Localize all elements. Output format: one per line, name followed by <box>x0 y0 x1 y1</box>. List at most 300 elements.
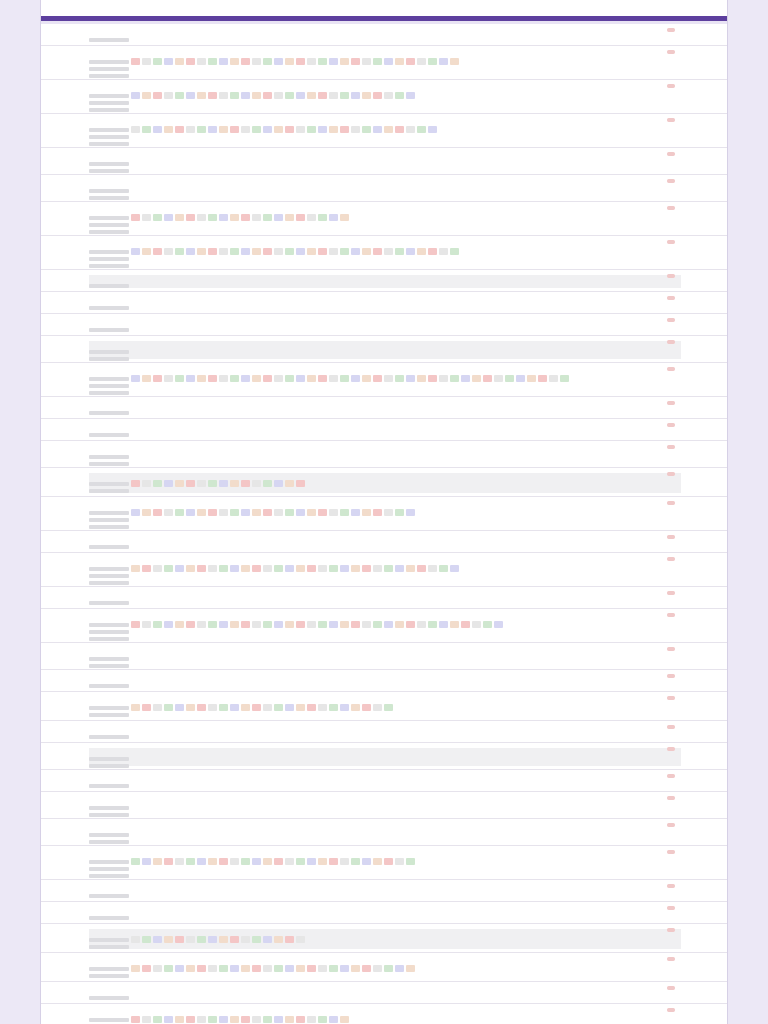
tag-chip[interactable] <box>351 58 360 65</box>
tag-chip[interactable] <box>208 126 217 133</box>
tag-chip[interactable] <box>318 565 327 572</box>
tag-chip[interactable] <box>340 621 349 628</box>
tag-chip[interactable] <box>274 375 283 382</box>
tag-chip[interactable] <box>175 480 184 487</box>
tag-chip[interactable] <box>417 248 426 255</box>
tag-chip[interactable] <box>384 704 393 711</box>
tag-chip[interactable] <box>329 248 338 255</box>
tag-chip[interactable] <box>274 58 283 65</box>
tag-chip[interactable] <box>263 92 272 99</box>
tag-chip[interactable] <box>208 375 217 382</box>
tag-chip[interactable] <box>329 214 338 221</box>
tag-chip[interactable] <box>230 565 239 572</box>
tag-chip[interactable] <box>175 858 184 865</box>
tag-chip[interactable] <box>296 936 305 943</box>
list-item[interactable] <box>41 721 727 743</box>
tag-chip[interactable] <box>230 1016 239 1023</box>
tag-chip[interactable] <box>131 965 140 972</box>
tag-chip[interactable] <box>417 375 426 382</box>
list-item[interactable] <box>41 363 727 397</box>
list-item[interactable] <box>41 148 727 175</box>
tag-chip[interactable] <box>417 621 426 628</box>
tag-chip[interactable] <box>340 126 349 133</box>
tag-chip[interactable] <box>208 621 217 628</box>
list-item[interactable] <box>41 1004 727 1024</box>
list-item[interactable] <box>41 770 727 792</box>
tag-chip[interactable] <box>395 621 404 628</box>
tag-chip[interactable] <box>142 92 151 99</box>
tag-chip[interactable] <box>373 858 382 865</box>
tag-chip[interactable] <box>340 58 349 65</box>
tag-chip[interactable] <box>175 248 184 255</box>
tag-chip[interactable] <box>406 509 415 516</box>
tag-chip[interactable] <box>153 858 162 865</box>
tag-chip[interactable] <box>450 248 459 255</box>
list-item[interactable] <box>41 441 727 468</box>
tag-chip[interactable] <box>373 621 382 628</box>
tag-chip[interactable] <box>142 509 151 516</box>
tag-chip[interactable] <box>230 858 239 865</box>
tag-chip[interactable] <box>318 58 327 65</box>
tag-chip[interactable] <box>395 565 404 572</box>
tag-chip[interactable] <box>142 565 151 572</box>
tag-chip[interactable] <box>131 936 140 943</box>
tag-chip[interactable] <box>131 1016 140 1023</box>
tag-chip[interactable] <box>252 214 261 221</box>
tag-chip[interactable] <box>197 858 206 865</box>
tag-chip[interactable] <box>252 92 261 99</box>
tag-chip[interactable] <box>186 375 195 382</box>
tag-chip[interactable] <box>296 858 305 865</box>
tag-chip[interactable] <box>274 126 283 133</box>
tag-chip[interactable] <box>527 375 536 382</box>
tag-chip[interactable] <box>274 1016 283 1023</box>
tag-chip[interactable] <box>241 965 250 972</box>
tag-chip[interactable] <box>318 704 327 711</box>
tag-chip[interactable] <box>131 704 140 711</box>
tag-chip[interactable] <box>351 509 360 516</box>
tag-chip[interactable] <box>263 509 272 516</box>
tag-chip[interactable] <box>560 375 569 382</box>
tag-chip[interactable] <box>296 1016 305 1023</box>
tag-chip[interactable] <box>197 621 206 628</box>
tag-chip[interactable] <box>351 92 360 99</box>
tag-chip[interactable] <box>263 58 272 65</box>
tag-chip[interactable] <box>406 58 415 65</box>
tag-chip[interactable] <box>362 509 371 516</box>
tag-chip[interactable] <box>428 565 437 572</box>
tag-chip[interactable] <box>274 509 283 516</box>
tag-chip[interactable] <box>153 509 162 516</box>
tag-chip[interactable] <box>263 565 272 572</box>
tag-chip[interactable] <box>384 509 393 516</box>
tag-chip[interactable] <box>516 375 525 382</box>
tag-chip[interactable] <box>395 92 404 99</box>
tag-chip[interactable] <box>307 214 316 221</box>
tag-chip[interactable] <box>318 509 327 516</box>
tag-chip[interactable] <box>296 248 305 255</box>
tag-chip[interactable] <box>230 375 239 382</box>
tag-chip[interactable] <box>439 375 448 382</box>
tag-chip[interactable] <box>351 565 360 572</box>
tag-chip[interactable] <box>142 704 151 711</box>
tag-chip[interactable] <box>175 965 184 972</box>
tag-chip[interactable] <box>164 1016 173 1023</box>
tag-chip[interactable] <box>318 248 327 255</box>
tag-chip[interactable] <box>318 965 327 972</box>
tag-chip[interactable] <box>175 126 184 133</box>
tag-chip[interactable] <box>296 92 305 99</box>
tag-chip[interactable] <box>428 375 437 382</box>
list-item[interactable] <box>41 743 727 770</box>
tag-chip[interactable] <box>230 621 239 628</box>
tag-chip[interactable] <box>153 58 162 65</box>
tag-chip[interactable] <box>164 126 173 133</box>
tag-chip[interactable] <box>362 965 371 972</box>
tag-chip[interactable] <box>307 621 316 628</box>
tag-chip[interactable] <box>296 480 305 487</box>
tag-chip[interactable] <box>153 936 162 943</box>
tag-chip[interactable] <box>164 375 173 382</box>
tag-chip[interactable] <box>318 375 327 382</box>
tag-chip[interactable] <box>505 375 514 382</box>
tag-chip[interactable] <box>142 621 151 628</box>
tag-chip[interactable] <box>351 248 360 255</box>
tag-chip[interactable] <box>483 621 492 628</box>
tag-chip[interactable] <box>274 965 283 972</box>
tag-chip[interactable] <box>340 858 349 865</box>
tag-chip[interactable] <box>252 248 261 255</box>
tag-chip[interactable] <box>153 214 162 221</box>
tag-chip[interactable] <box>131 126 140 133</box>
tag-chip[interactable] <box>252 565 261 572</box>
tag-chip[interactable] <box>142 936 151 943</box>
tag-chip[interactable] <box>318 126 327 133</box>
tag-chip[interactable] <box>208 565 217 572</box>
tag-chip[interactable] <box>384 92 393 99</box>
tag-chip[interactable] <box>186 936 195 943</box>
tag-chip[interactable] <box>197 58 206 65</box>
list-item[interactable] <box>41 497 727 531</box>
tag-chip[interactable] <box>428 58 437 65</box>
tag-chip[interactable] <box>417 565 426 572</box>
tag-chip[interactable] <box>263 858 272 865</box>
tag-chip[interactable] <box>296 965 305 972</box>
tag-chip[interactable] <box>406 248 415 255</box>
tag-chip[interactable] <box>307 1016 316 1023</box>
tag-chip[interactable] <box>263 936 272 943</box>
tag-chip[interactable] <box>175 565 184 572</box>
tag-chip[interactable] <box>362 375 371 382</box>
tag-chip[interactable] <box>153 965 162 972</box>
tag-chip[interactable] <box>384 58 393 65</box>
tag-chip[interactable] <box>219 126 228 133</box>
list-item[interactable] <box>41 924 727 953</box>
tag-chip[interactable] <box>307 704 316 711</box>
tag-chip[interactable] <box>164 480 173 487</box>
tag-chip[interactable] <box>285 565 294 572</box>
tag-chip[interactable] <box>406 92 415 99</box>
tag-chip[interactable] <box>494 621 503 628</box>
tag-chip[interactable] <box>274 704 283 711</box>
tag-chip[interactable] <box>384 858 393 865</box>
tag-chip[interactable] <box>230 704 239 711</box>
tag-chip[interactable] <box>417 126 426 133</box>
tag-chip[interactable] <box>307 965 316 972</box>
tag-chip[interactable] <box>373 126 382 133</box>
tag-chip[interactable] <box>340 1016 349 1023</box>
tag-chip[interactable] <box>384 965 393 972</box>
list-item[interactable] <box>41 846 727 880</box>
tag-chip[interactable] <box>329 704 338 711</box>
list-item[interactable] <box>41 24 727 46</box>
tag-chip[interactable] <box>186 480 195 487</box>
tag-chip[interactable] <box>285 126 294 133</box>
tag-chip[interactable] <box>329 565 338 572</box>
tag-chip[interactable] <box>219 480 228 487</box>
tag-chip[interactable] <box>219 58 228 65</box>
tag-chip[interactable] <box>241 509 250 516</box>
tag-chip[interactable] <box>318 92 327 99</box>
tag-chip[interactable] <box>263 126 272 133</box>
tag-chip[interactable] <box>362 704 371 711</box>
list-item[interactable] <box>41 643 727 670</box>
tag-chip[interactable] <box>362 58 371 65</box>
list-item[interactable] <box>41 314 727 336</box>
tag-chip[interactable] <box>197 480 206 487</box>
tag-chip[interactable] <box>142 214 151 221</box>
tag-chip[interactable] <box>241 704 250 711</box>
tag-chip[interactable] <box>296 621 305 628</box>
tag-chip[interactable] <box>384 621 393 628</box>
tag-chip[interactable] <box>252 509 261 516</box>
tag-chip[interactable] <box>197 936 206 943</box>
tag-chip[interactable] <box>230 509 239 516</box>
tag-chip[interactable] <box>153 704 162 711</box>
tag-chip[interactable] <box>329 375 338 382</box>
tag-chip[interactable] <box>406 565 415 572</box>
tag-chip[interactable] <box>384 126 393 133</box>
tag-chip[interactable] <box>186 965 195 972</box>
tag-chip[interactable] <box>483 375 492 382</box>
tag-chip[interactable] <box>450 565 459 572</box>
tag-chip[interactable] <box>351 126 360 133</box>
tag-chip[interactable] <box>285 704 294 711</box>
tag-chip[interactable] <box>186 126 195 133</box>
tag-chip[interactable] <box>340 509 349 516</box>
tag-chip[interactable] <box>208 936 217 943</box>
tag-chip[interactable] <box>373 92 382 99</box>
tag-chip[interactable] <box>175 92 184 99</box>
list-item[interactable] <box>41 692 727 721</box>
tag-chip[interactable] <box>197 214 206 221</box>
tag-chip[interactable] <box>208 1016 217 1023</box>
tag-chip[interactable] <box>164 58 173 65</box>
tag-chip[interactable] <box>373 248 382 255</box>
tag-chip[interactable] <box>142 375 151 382</box>
tag-chip[interactable] <box>395 58 404 65</box>
tag-chip[interactable] <box>186 58 195 65</box>
list-item[interactable] <box>41 819 727 846</box>
tag-chip[interactable] <box>131 621 140 628</box>
tag-chip[interactable] <box>406 126 415 133</box>
tag-chip[interactable] <box>406 858 415 865</box>
tag-chip[interactable] <box>439 248 448 255</box>
tag-chip[interactable] <box>153 126 162 133</box>
tag-chip[interactable] <box>175 936 184 943</box>
tag-chip[interactable] <box>263 1016 272 1023</box>
tag-chip[interactable] <box>329 509 338 516</box>
tag-chip[interactable] <box>241 936 250 943</box>
tag-chip[interactable] <box>329 858 338 865</box>
tag-chip[interactable] <box>219 936 228 943</box>
tag-chip[interactable] <box>395 965 404 972</box>
tag-chip[interactable] <box>186 621 195 628</box>
tag-chip[interactable] <box>285 621 294 628</box>
list-item[interactable] <box>41 175 727 202</box>
tag-chip[interactable] <box>263 965 272 972</box>
tag-chip[interactable] <box>307 92 316 99</box>
tag-chip[interactable] <box>362 248 371 255</box>
tag-chip[interactable] <box>175 58 184 65</box>
tag-chip[interactable] <box>384 375 393 382</box>
tag-chip[interactable] <box>219 375 228 382</box>
list-item[interactable] <box>41 953 727 982</box>
tag-chip[interactable] <box>373 704 382 711</box>
tag-chip[interactable] <box>197 375 206 382</box>
tag-chip[interactable] <box>428 248 437 255</box>
tag-chip[interactable] <box>142 965 151 972</box>
tag-chip[interactable] <box>197 965 206 972</box>
tag-chip[interactable] <box>472 375 481 382</box>
tag-chip[interactable] <box>373 565 382 572</box>
tag-chip[interactable] <box>263 480 272 487</box>
tag-chip[interactable] <box>285 480 294 487</box>
tag-chip[interactable] <box>164 936 173 943</box>
tag-chip[interactable] <box>296 214 305 221</box>
tag-chip[interactable] <box>406 375 415 382</box>
tag-chip[interactable] <box>285 1016 294 1023</box>
tag-chip[interactable] <box>373 58 382 65</box>
list-item[interactable] <box>41 609 727 643</box>
tag-chip[interactable] <box>208 248 217 255</box>
tag-chip[interactable] <box>175 214 184 221</box>
tag-chip[interactable] <box>186 509 195 516</box>
tag-chip[interactable] <box>175 1016 184 1023</box>
tag-chip[interactable] <box>241 621 250 628</box>
tag-chip[interactable] <box>175 375 184 382</box>
tag-chip[interactable] <box>197 704 206 711</box>
tag-chip[interactable] <box>131 248 140 255</box>
tag-chip[interactable] <box>395 858 404 865</box>
tag-chip[interactable] <box>274 936 283 943</box>
tag-chip[interactable] <box>142 58 151 65</box>
tag-chip[interactable] <box>307 565 316 572</box>
tag-chip[interactable] <box>351 965 360 972</box>
tag-chip[interactable] <box>164 965 173 972</box>
tag-chip[interactable] <box>175 509 184 516</box>
list-item[interactable] <box>41 292 727 314</box>
tag-chip[interactable] <box>131 58 140 65</box>
tag-chip[interactable] <box>164 704 173 711</box>
tag-chip[interactable] <box>252 936 261 943</box>
tag-chip[interactable] <box>395 126 404 133</box>
tag-chip[interactable] <box>252 965 261 972</box>
tag-chip[interactable] <box>406 965 415 972</box>
tag-chip[interactable] <box>142 248 151 255</box>
tag-chip[interactable] <box>296 509 305 516</box>
tag-chip[interactable] <box>197 565 206 572</box>
tag-chip[interactable] <box>153 1016 162 1023</box>
tag-chip[interactable] <box>131 214 140 221</box>
tag-chip[interactable] <box>208 214 217 221</box>
tag-chip[interactable] <box>230 214 239 221</box>
tag-chip[interactable] <box>241 480 250 487</box>
tag-chip[interactable] <box>164 858 173 865</box>
tag-chip[interactable] <box>197 92 206 99</box>
tag-chip[interactable] <box>472 621 481 628</box>
tag-chip[interactable] <box>241 248 250 255</box>
tag-chip[interactable] <box>142 126 151 133</box>
tag-chip[interactable] <box>219 92 228 99</box>
tag-chip[interactable] <box>351 858 360 865</box>
tag-chip[interactable] <box>175 704 184 711</box>
tag-chip[interactable] <box>241 565 250 572</box>
tag-chip[interactable] <box>538 375 547 382</box>
tag-chip[interactable] <box>362 92 371 99</box>
tag-chip[interactable] <box>208 509 217 516</box>
tag-chip[interactable] <box>219 565 228 572</box>
tag-chip[interactable] <box>263 621 272 628</box>
tag-chip[interactable] <box>186 565 195 572</box>
tag-chip[interactable] <box>351 621 360 628</box>
tag-chip[interactable] <box>362 621 371 628</box>
tag-chip[interactable] <box>164 509 173 516</box>
tag-chip[interactable] <box>307 126 316 133</box>
tag-chip[interactable] <box>274 92 283 99</box>
tag-chip[interactable] <box>164 214 173 221</box>
tag-chip[interactable] <box>208 965 217 972</box>
tag-chip[interactable] <box>164 565 173 572</box>
tag-chip[interactable] <box>549 375 558 382</box>
tag-chip[interactable] <box>340 704 349 711</box>
tag-chip[interactable] <box>153 92 162 99</box>
tag-chip[interactable] <box>230 936 239 943</box>
tag-chip[interactable] <box>186 858 195 865</box>
tag-chip[interactable] <box>186 92 195 99</box>
tag-chip[interactable] <box>241 58 250 65</box>
tag-chip[interactable] <box>230 92 239 99</box>
tag-chip[interactable] <box>285 248 294 255</box>
tag-chip[interactable] <box>241 1016 250 1023</box>
tag-chip[interactable] <box>450 621 459 628</box>
tag-chip[interactable] <box>417 58 426 65</box>
tag-chip[interactable] <box>406 621 415 628</box>
tag-chip[interactable] <box>274 565 283 572</box>
tag-chip[interactable] <box>142 858 151 865</box>
tag-chip[interactable] <box>274 480 283 487</box>
tag-chip[interactable] <box>362 126 371 133</box>
tag-chip[interactable] <box>318 214 327 221</box>
tag-chip[interactable] <box>318 858 327 865</box>
tag-chip[interactable] <box>219 621 228 628</box>
tag-chip[interactable] <box>461 375 470 382</box>
tag-chip[interactable] <box>153 565 162 572</box>
tag-chip[interactable] <box>186 1016 195 1023</box>
tag-chip[interactable] <box>208 858 217 865</box>
tag-chip[interactable] <box>252 480 261 487</box>
tag-chip[interactable] <box>285 58 294 65</box>
